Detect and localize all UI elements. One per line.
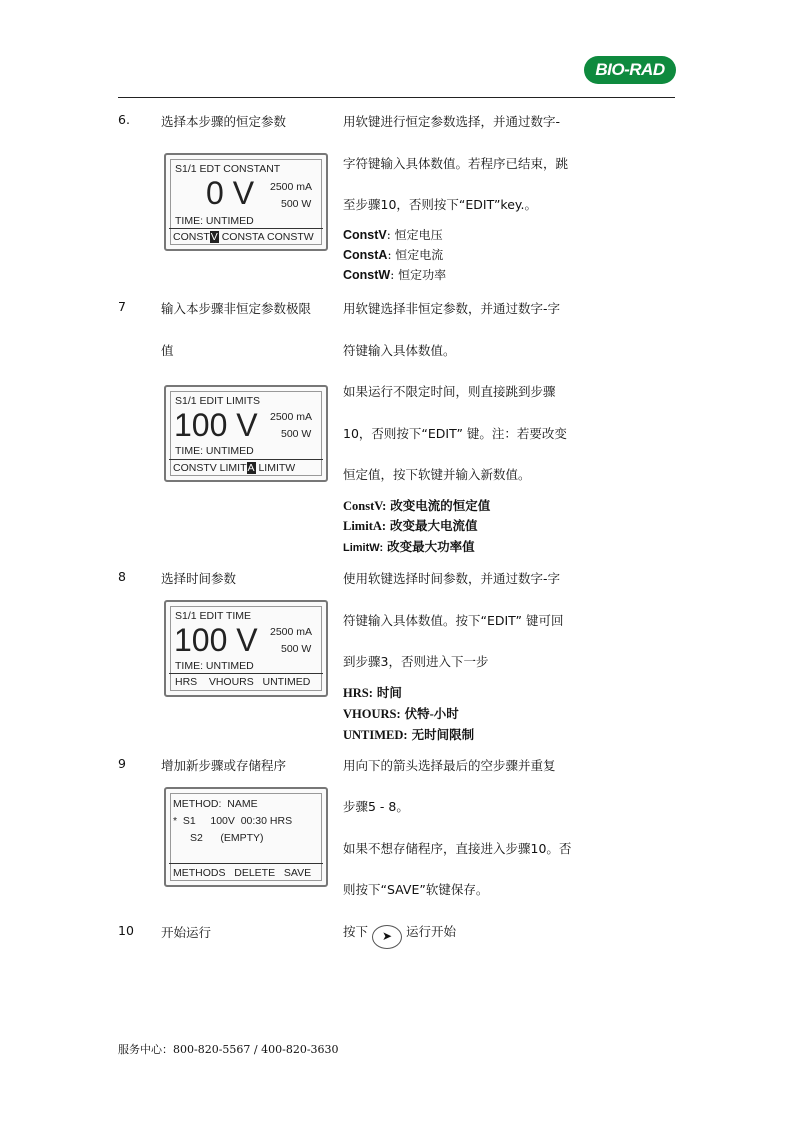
step-6-desc-line-3: 至步骤10，否则按下“EDIT”key.。 — [343, 197, 538, 212]
lcd-menu: CONSTV LIMITA LIMITW — [173, 462, 296, 474]
step-8-desc-line-1: 使用软键选择时间参数，并通过数字-字 — [343, 571, 561, 586]
lcd-menu: HRS VHOURS UNTIMED — [175, 676, 311, 688]
step-8-desc-line-3: 到步骤3，否则进入下一步 — [343, 654, 489, 669]
lcd-edit-constant — [164, 153, 328, 251]
lcd-power: 500 W — [281, 198, 312, 210]
run-icon: ➤ — [372, 925, 402, 949]
step-7-desc-line-3: 如果运行不限定时间，则直接跳到步骤 — [343, 384, 556, 399]
lcd-method — [164, 787, 328, 887]
step-6-def-constw: ConstW: 恒定功率 — [343, 268, 447, 282]
step-10-desc: 按下 ➤ 运行开始 — [343, 922, 456, 949]
lcd-row-s2: S2 (EMPTY) — [190, 832, 264, 844]
bio-rad-logo: BIO-RAD — [584, 56, 676, 84]
step-6-def-consta: ConstA: 恒定电流 — [343, 248, 444, 262]
step-6-number: 6. — [118, 112, 130, 127]
lcd-title: S1/1 EDIT TIME — [175, 610, 252, 622]
step-7-def-limitw: LimitW: 改变最大功率值 — [343, 540, 475, 554]
footer-service-center: 服务中心：800-820-5567 / 400-820-3630 — [118, 1043, 339, 1056]
step-9-number: 9 — [118, 756, 126, 771]
step-8-title: 选择时间参数 — [161, 571, 237, 586]
step-7-title-line-1: 输入本步骤非恒定参数极限 — [161, 301, 312, 316]
lcd-title: S1/1 EDIT LIMITS — [175, 395, 260, 407]
header-rule — [118, 97, 675, 98]
lcd-time: TIME: UNTIMED — [175, 660, 254, 672]
lcd-title: METHOD: NAME — [173, 798, 258, 810]
lcd-menu: CONSTV CONSTA CONSTW — [173, 231, 314, 243]
step-6-title: 选择本步骤的恒定参数 — [161, 114, 287, 129]
step-7-desc-line-2: 符键输入具体数值。 — [343, 343, 456, 358]
lcd-time: TIME: UNTIMED — [175, 445, 254, 457]
step-6-desc-line-1: 用软键进行恒定参数选择，并通过数字- — [343, 114, 561, 129]
step-6-desc-line-2: 字符键输入具体数值。若程序已结束，跳 — [343, 156, 569, 171]
step-7-desc-line-4: 10，否则按下“EDIT” 键。注：若要改变 — [343, 426, 567, 441]
lcd-value: 0 V — [206, 175, 255, 211]
lcd-time: TIME: UNTIMED — [175, 215, 254, 227]
lcd-current: 2500 mA — [270, 181, 313, 193]
step-8-def-hrs: HRS: 时间 — [343, 686, 402, 700]
step-7-def-constv: ConstV: 改变电流的恒定值 — [343, 499, 491, 513]
step-7-desc-line-5: 恒定值，按下软键并输入新数值。 — [343, 467, 531, 482]
lcd-title: S1/1 EDT CONSTANT — [175, 163, 281, 175]
lcd-value: 100 V — [174, 622, 258, 658]
step-7-number: 7 — [118, 299, 126, 314]
step-8-def-untimed: UNTIMED: 无时间限制 — [343, 728, 475, 742]
step-8-def-vhours: VHOURS: 伏特-小时 — [343, 707, 459, 721]
lcd-value: 100 V — [174, 407, 258, 443]
step-10-title: 开始运行 — [161, 925, 212, 940]
step-10-number: 10 — [118, 923, 134, 938]
lcd-power: 500 W — [281, 428, 312, 440]
lcd-current: 2500 mA — [270, 411, 313, 423]
step-7-desc-line-1: 用软键选择非恒定参数，并通过数字-字 — [343, 301, 561, 316]
step-8-desc-line-2: 符键输入具体数值。按下“EDIT” 键可回 — [343, 613, 564, 628]
lcd-power: 500 W — [281, 643, 312, 655]
lcd-row-s1: * S1 100V 00:30 HRS — [173, 815, 293, 827]
step-9-desc-line-3: 如果不想存储程序，直接进入步骤10。否 — [343, 841, 572, 856]
lcd-edit-limits — [164, 385, 328, 482]
step-7-title-line-2: 值 — [161, 343, 174, 358]
step-9-desc-line-1: 用向下的箭头选择最后的空步骤并重复 — [343, 758, 556, 773]
step-9-desc-line-2: 步骤5 - 8。 — [343, 799, 409, 814]
step-7-def-limita: LimitA: 改变最大电流值 — [343, 519, 478, 533]
step-6-def-constv: ConstV: 恒定电压 — [343, 228, 443, 242]
step-8-number: 8 — [118, 569, 126, 584]
lcd-edit-time — [164, 600, 328, 697]
lcd-menu: METHODS DELETE SAVE — [173, 867, 312, 879]
lcd-current: 2500 mA — [270, 626, 313, 638]
step-9-desc-line-4: 则按下“SAVE”软键保存。 — [343, 882, 489, 897]
step-9-title: 增加新步骤或存储程序 — [161, 758, 287, 773]
